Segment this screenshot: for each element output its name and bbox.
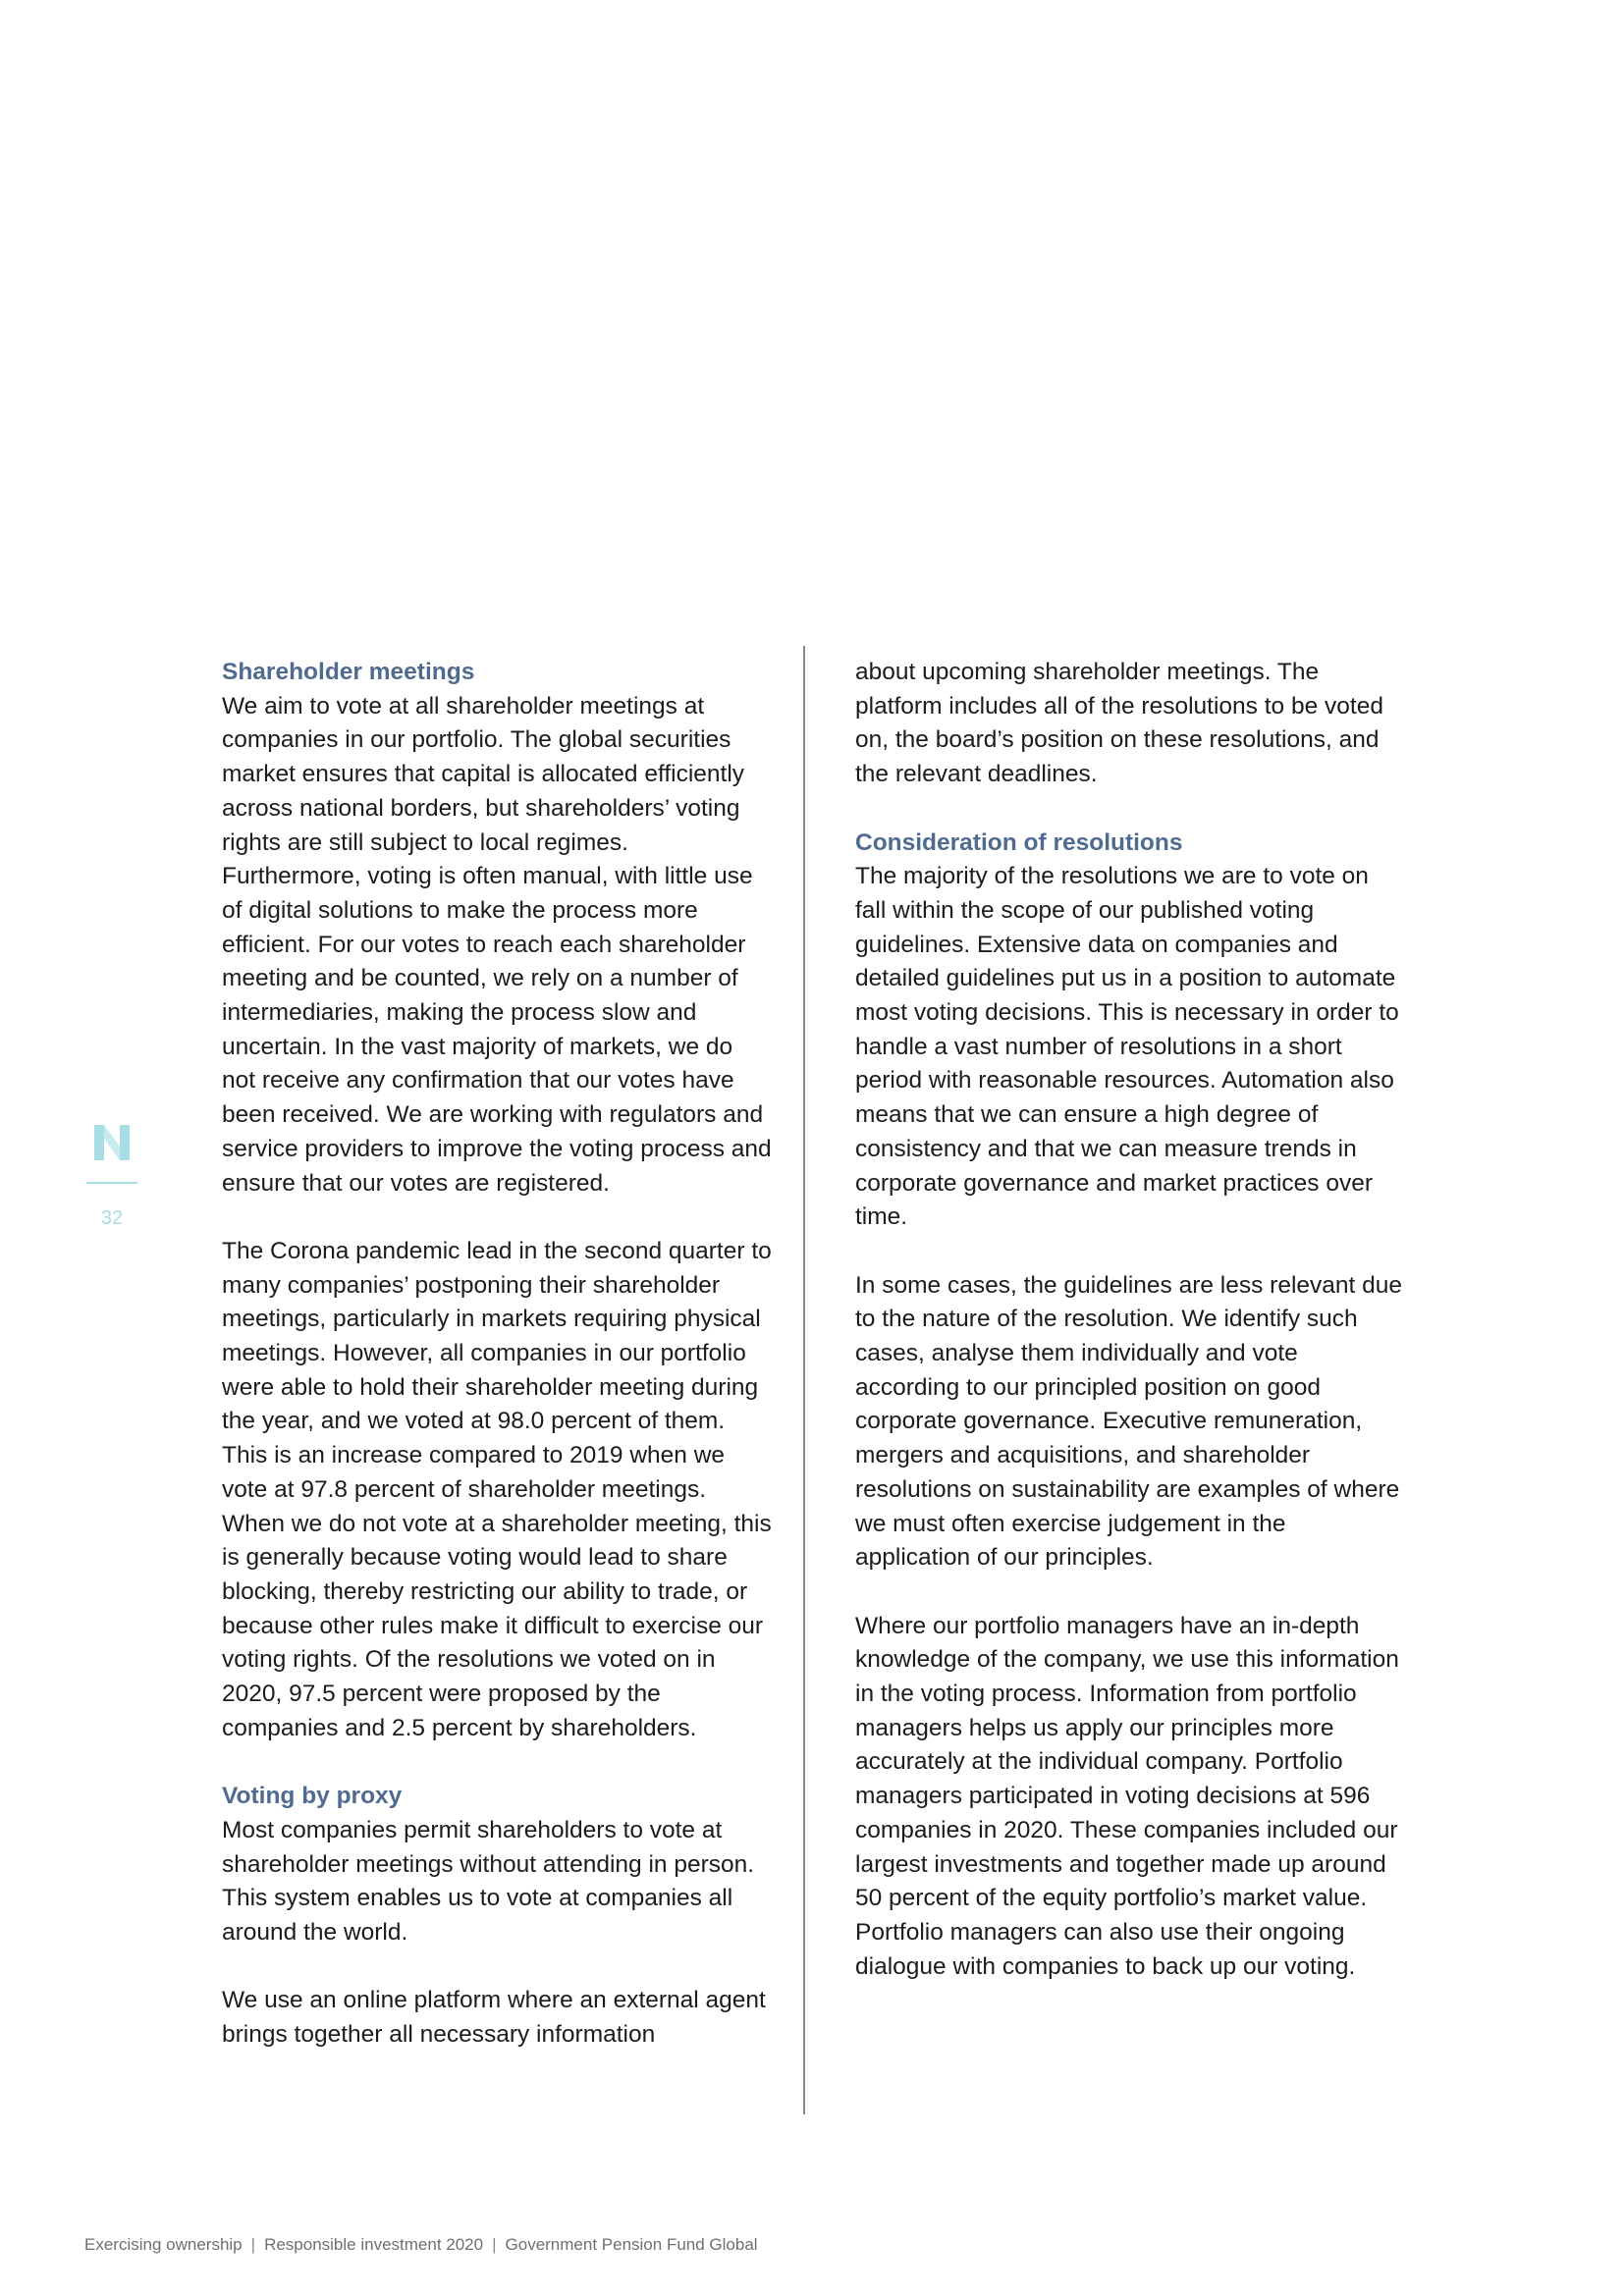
paragraph: The Corona pandemic lead in the second quarter to many companies’ postponing their shareholder meetings, particularly in markets requiring physical meetings. However, all companies in our portfolio were able to hold their shareholder meeting during the year, and we voted at 98.0 percent of them. This is an increase compared to 2019 when we vote at 97.8 percent of shareholder meetings. When we do not vote at a shareholder meeting, this is generally because voting would lead to share blocking, thereby restricting our ability to trade, or because other rules make it difficult to exercise our voting rights. Of the resolutions we voted on in 2020, 97.5 percent were proposed by the companies and 2.5 percent by shareholders. bbox=[222, 1237, 772, 1741]
paragraph: We use an online platform where an external agent brings together all necessary information bbox=[222, 1987, 766, 2049]
footer-organisation: Government Pension Fund Global bbox=[505, 2235, 758, 2254]
footer-report: Responsible investment 2020 bbox=[264, 2235, 484, 2254]
paragraph: about upcoming shareholder meetings. The platform includes all of the resolutions to be voted on, the board’s position on these resolutions, and the relevant deadlines. bbox=[855, 659, 1383, 788]
n-logo-icon bbox=[94, 1125, 130, 1160]
page-marker bbox=[84, 1125, 139, 1184]
paragraph: We aim to vote at all shareholder meetings at companies in our portfolio. The global securities market ensures that capital is allocated efficiently across national borders, but shareholders’ voting rights are still subject to local regimes. Furthermore, voting is often manual, with little use of digital solutions to make the process more efficient. For our votes to reach each shareholder meeting and be counted, we rely on a number of intermediaries, making the process slow and uncertain. In the vast majority of markets, we do not receive any confirmation that our votes have been received. We are working with regulators and service providers to improve the voting process and ensure that our votes are registered. bbox=[222, 692, 772, 1197]
footer-separator: | bbox=[492, 2235, 497, 2254]
page-number: 32 bbox=[100, 1207, 124, 1229]
page-footer bbox=[84, 2235, 758, 2255]
right-column bbox=[855, 656, 1405, 1984]
paragraph: In some cases, the guidelines are less relevant due to the nature of the resolution. We identify such cases, analyse them individually and vote according to our principled position on good corporate governance. Executive remuneration, mergers and acquisitions, and shareholder resolutions on sustainability are examples of where we must often exercise judgement in the application of our principles. bbox=[855, 1271, 1403, 1572]
column-divider bbox=[803, 646, 805, 2114]
footer-separator: | bbox=[250, 2235, 256, 2254]
paragraph: The majority of the resolutions we are to vote on fall within the scope of our published voting guidelines. Extensive data on companies and detailed guidelines put us in a position to automate most voting decisions. This is necessary in order to handle a vast number of resolutions in a short period with reasonable resources. Automation also means that we can ensure a high degree of consistency and that we can measure trends in corporate governance and market practices over time. bbox=[855, 863, 1399, 1231]
paragraph: Most companies permit shareholders to vote at shareholder meetings without attending in person. This system enables us to vote at companies all around the world. bbox=[222, 1816, 755, 1946]
heading-shareholder-meetings: Shareholder meetings bbox=[222, 659, 475, 685]
heading-voting-by-proxy: Voting by proxy bbox=[222, 1783, 403, 1810]
heading-consideration-of-resolutions: Consideration of resolutions bbox=[855, 828, 1183, 856]
footer-section: Exercising ownership bbox=[84, 2235, 243, 2254]
left-column bbox=[222, 656, 772, 2053]
marker-rule bbox=[86, 1182, 137, 1184]
paragraph: Where our portfolio managers have an in-depth knowledge of the company, we use this information in the voting process. Information from portfolio managers helps us apply our principles more accurately at the individual company. Portfolio managers participated in voting decisions at 596 companies in 2020. These companies included our largest investments and together made up around 50 percent of the equity portfolio’s market value. Portfolio managers can also use their ongoing dialogue with companies to back up our voting. bbox=[855, 1612, 1399, 1980]
